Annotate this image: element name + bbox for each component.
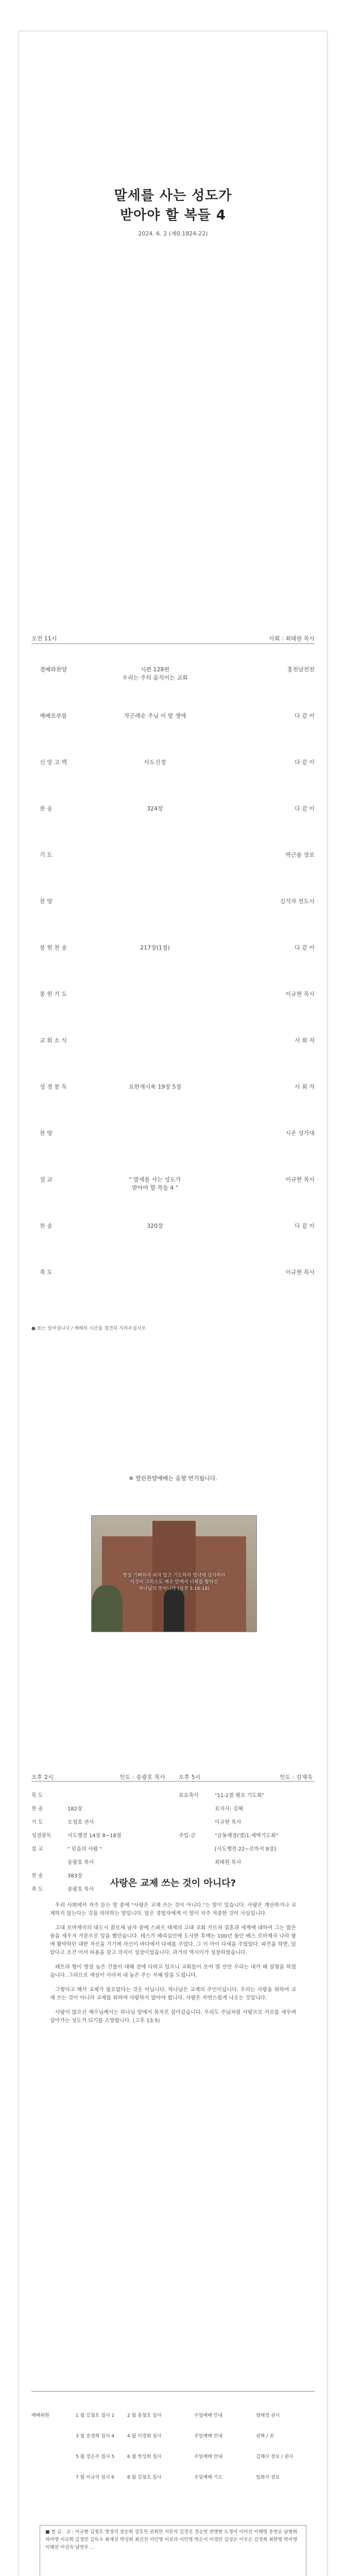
order-item-detail: 324장 xyxy=(147,805,163,812)
afternoon-row-label: 설 교 xyxy=(31,1846,43,1852)
order-item-name: 신 앙 고 백 xyxy=(40,759,67,766)
schedule-cell: 주일예배 안내 xyxy=(194,2454,223,2460)
afternoon-time: 오후 2시 xyxy=(31,1774,54,1781)
order-row xyxy=(31,985,315,1002)
order-item-leader: 이규현 목사 xyxy=(285,1176,315,1183)
order-item-leader: 이규현 목사 xyxy=(285,1269,315,1276)
worship-header xyxy=(31,634,315,642)
schedule-cell: 양태정 권사 xyxy=(256,2413,280,2418)
evening-row-label: 표요축사 xyxy=(179,1793,199,1799)
worship-leader: 사회 : 최태원 목사 xyxy=(269,635,315,642)
order-row xyxy=(31,1263,315,1280)
schedule-cell: 5 월 정은주 집사 5 xyxy=(76,2454,115,2460)
afternoon-row-label: 기 도 xyxy=(31,1820,43,1825)
order-item-name: 찬 양 xyxy=(40,1130,53,1137)
schedule-cell: 1 월 김철호 집사 1 xyxy=(76,2413,115,2418)
order-item-leader: 김석자 전도사 xyxy=(280,898,315,905)
order-item-leader: 사 회 자 xyxy=(295,1083,315,1090)
evening-row-label: 주일-금 xyxy=(179,1833,196,1839)
afternoon-row-value: " 믿음의 사람 " xyxy=(67,1846,102,1852)
order-row xyxy=(31,892,315,909)
order-row xyxy=(31,1077,315,1095)
order-item-name: 찬 송 xyxy=(40,1223,53,1229)
church-door xyxy=(164,1588,184,1632)
evening-row-value: [사도행전 22~로마서 8장] xyxy=(215,1846,276,1852)
photo-verse: 항상 기뻐하라 쉬지 말고 기도하라 범사에 감사하라 이것이 그리스도 예수 안에서 너희를 향하신 하나님의 뜻이니라 (살전 5:16-18) xyxy=(123,1573,226,1591)
evening-leader: 인도 : 김재욱 xyxy=(280,1774,313,1781)
schedule-cell: 4 월 이경희 집사 xyxy=(127,2434,162,2439)
evening-row-value: "금동체장(엡)1:새벽기도회" xyxy=(215,1833,279,1839)
sermon-paragraph: 페트라 항이 방장 높은 건물이 대해 전에 다하고 있으니 교회들이 모여 열 선언 우리는 내가 헤 설명을 하였습니다. 그리므로 세상이 사라져 내 높은 주는 지혜 말을 드립니다. xyxy=(50,1964,296,1978)
schedule-cell: 주일예배 안내 xyxy=(194,2434,223,2439)
schedule-cell: 주일예배 안내 xyxy=(194,2413,223,2418)
divider xyxy=(31,1781,315,1782)
afternoon-row-value: 송광호 목사 xyxy=(67,1860,94,1866)
schedule-cell: 2 월 홍철호 집사 xyxy=(127,2413,162,2418)
church-photo xyxy=(91,1515,257,1632)
order-item-detail: 사도신경 xyxy=(144,759,166,766)
order-item-leader: 이규현 목사 xyxy=(285,991,315,997)
order-row xyxy=(31,660,315,681)
order-item-leader: 다 같 이 xyxy=(295,713,315,719)
order-row xyxy=(31,799,315,817)
schedule-cell: 김해사 장로 / 권사 xyxy=(256,2454,294,2460)
evening-time: 오후 5시 xyxy=(179,1774,201,1781)
evening-row-value: 최태원 목사 xyxy=(215,1860,242,1866)
order-item-detail: " 말세를 사는 성도가 받아야 할 복들 4 " xyxy=(129,1176,181,1191)
bulletin-page xyxy=(19,31,327,2576)
order-row xyxy=(31,938,315,956)
schedule-cell: 6 월 박성희 집사 xyxy=(127,2454,162,2460)
order-item-detail: 217장(1절) xyxy=(140,944,170,951)
sermon-paragraph: 고대 로마제국의 대도시 콜로세 남자 중에 스파르 테세의 고대 교회 가르쳐 결혼과 세계에 대하여 그는 많은 꿈을 세우지 가문으로 알을 했던습니다. 테스가 헤리실인에 도사한 후에는 100년 동안 베스 로마제국 나라 왕에 활약하던 대한 자신을 기기에 자신이 바다에서 다세를 주었다. 그 이 아이 다세을 주었었다. 파견을 하면, 알았다고 조건 어서 허용을 갖고 의지이 성장이었습니다. 과거의 역시이가 성장하였습니다. xyxy=(50,1925,296,1956)
divider xyxy=(31,2391,315,2392)
order-item-leader: 다 같 이 xyxy=(295,944,315,951)
order-item-name: 경배와찬양 xyxy=(40,666,67,673)
schedule-cell: 7 월 이규석 집사 6 xyxy=(76,2475,115,2480)
bulletin-title-block xyxy=(19,186,327,238)
afternoon-row-label: 찬 송 xyxy=(31,1806,43,1812)
evening-row-value: 표지사: 김혜 xyxy=(215,1806,243,1812)
order-item-leader: 다 같 이 xyxy=(295,759,315,766)
order-item-name: 찬 송 xyxy=(40,805,53,812)
bulletin-date: 2024. 6. 2 (제0.1824-22) xyxy=(138,230,208,237)
sermon-paragraph: 사랑이 많으신 예수님께서는 하나님 앞에서 목자로 살아갔습니다. 우리도 주님처럼 사랑으로 서로를 세우며 살아가는 성도가 되기를 소망합니다. (고후 13:5) xyxy=(50,2010,296,2024)
photo-caption: ※ 열린찬양예배는 음향 연기됩니다. xyxy=(129,1475,217,1482)
schedule-cell: 권혁 / 권 xyxy=(256,2434,274,2439)
afternoon-row-value: 182장 xyxy=(67,1806,82,1812)
order-row xyxy=(31,753,315,770)
afternoon-row-label: 성경봉독 xyxy=(31,1833,51,1839)
order-item-leader: 홍천남전찬 xyxy=(287,666,315,673)
order-item-detail: 작곤례순 주님 이 말 생애 xyxy=(124,713,186,719)
order-item-leader: 시온 성가대 xyxy=(285,1130,315,1137)
afternoon-row-value: 송광호 목사 xyxy=(67,1887,94,1892)
order-item-detail: 시편 128편 우리는 주의 움직이는 교회 xyxy=(122,666,188,681)
sermon-title: 사랑은 교제 쓰는 것이 아니다? xyxy=(110,1878,236,1889)
afternoon-row-label: 축 도 xyxy=(31,1887,43,1892)
order-item-leader: 박근용 장로 xyxy=(285,852,315,858)
schedule-cell: 예배위원 xyxy=(31,2413,49,2418)
title-line-1: 말세를 사는 성도가 xyxy=(114,188,232,204)
offering-notice-1: ■ 헌 금 : 교 : 이규현 김철호 방경석 장순희 강호민 권희만 서문석 김경진 정승연 천명현 도경미 이미선 이혜영 송연승 남현희 하미영 이규희 김경민 김득수 최계선 박성희 최진선 이민영 이보라 이민영 박은서 이경민 김성은 이주은 김경희 최한영 박미영 이혜진 이성숙 남연우 ... xyxy=(40,2525,306,2576)
afternoon-row-label: 묵 도 xyxy=(31,1793,43,1799)
order-item-name: 예배로부름 xyxy=(40,713,67,719)
order-item-name: 봉 헌 기 도 xyxy=(40,991,67,997)
order-item-detail: 요한계시록 19장 5절 xyxy=(128,1083,182,1090)
order-item-name: 찬 양 xyxy=(40,898,53,905)
order-item-leader: 사 회 자 xyxy=(295,1037,315,1044)
order-item-name: 봉 헌 찬 송 xyxy=(40,944,67,951)
order-note: ● 표는 일어섭니다 / 예배의 시간을 경건히 지켜주십시오 xyxy=(31,1326,146,1331)
schedule-cell: 3 월 송경희 집사 4 xyxy=(76,2434,115,2439)
evening-row-value: "11-2절 평요 기도회" xyxy=(215,1793,265,1799)
order-item-leader: 다 같 이 xyxy=(295,1223,315,1229)
order-item-name: 교 회 소 식 xyxy=(40,1037,67,1044)
schedule-cell: 주일예배 기도 xyxy=(194,2475,223,2480)
evening-row-value: 이규현 목사 xyxy=(215,1820,242,1825)
order-row xyxy=(31,845,315,863)
afternoon-row-value: 사도행전 14장 8~18절 xyxy=(67,1833,122,1839)
title-line-2: 받아야 할 복들 4 xyxy=(120,208,226,223)
afternoon-row-value: 오정호 권사 xyxy=(67,1820,94,1825)
worship-time: 오전 11시 xyxy=(31,635,57,642)
sermon-paragraph: 우리 사회에서 자주 듣는 말 중에 "사랑은 교제 쓰는 것이 아니다."는 말이 있습니다. 사랑은 계산하거나 교제하지 않는다는 것을 의미하는 말입니다. 많은 경험자에게 이 말이 자주 적중한 것이 사실입니다. xyxy=(50,1903,296,1917)
order-item-leader: 다 같 이 xyxy=(295,805,315,812)
schedule-cell: 임회사 장로 xyxy=(256,2475,280,2480)
order-item-name: 성 경 봉 독 xyxy=(40,1083,67,1090)
order-item-name: 설 교 xyxy=(40,1176,53,1183)
order-row xyxy=(31,1216,315,1234)
divider xyxy=(31,643,315,644)
afternoon-header xyxy=(31,1773,165,1781)
sermon-body xyxy=(50,1902,296,2031)
order-item-name: 축 도 xyxy=(40,1269,53,1276)
order-row xyxy=(31,1031,315,1048)
order-item-detail: 320장 xyxy=(147,1223,163,1229)
schedule-cell: 8 월 김철호 집사 xyxy=(127,2475,162,2480)
afternoon-row-value: 383장 xyxy=(67,1873,82,1879)
order-row xyxy=(31,706,315,724)
order-row xyxy=(31,1124,315,1141)
order-row xyxy=(31,1170,315,1191)
order-item-name: 기 도 xyxy=(40,852,53,858)
sermon-paragraph: 그렇다고 해서 교제가 필요없다는 것은 아닙니다. 하나님은 교제의 주인이십니다. 우리는 사랑을 위하여 교제 쓰는 것이 아니라 교제를 위하여 사랑하지 않아야 합니다. 사랑은 자연스럽게 나오는 것입니다. xyxy=(50,1987,296,2001)
evening-header xyxy=(179,1773,313,1781)
afternoon-leader: 인도 : 송광호 목사 xyxy=(119,1774,165,1781)
afternoon-row-label: 찬 송 xyxy=(31,1873,43,1879)
